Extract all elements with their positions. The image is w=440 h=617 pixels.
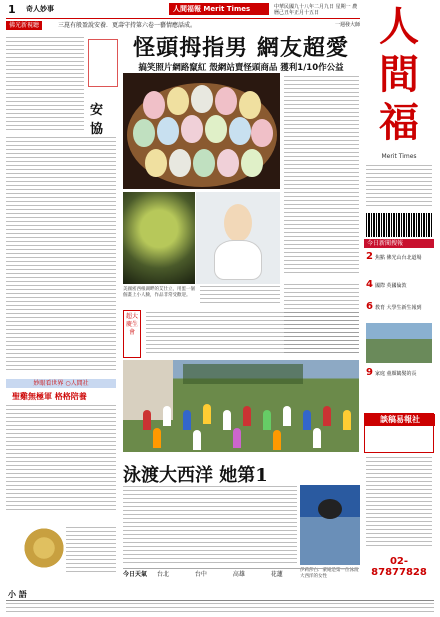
mast-logo: 人間福報 Merit Times	[169, 3, 269, 15]
eggs-photo	[123, 73, 280, 189]
masthead-english: Merit Times	[381, 153, 417, 160]
page-number: 1	[8, 3, 16, 16]
footer	[6, 600, 434, 614]
issue-date: 中華民國九十八年二月九日 星期一 農曆己丑年正月十五日	[274, 4, 358, 16]
column-text-block	[6, 137, 116, 373]
today-item[interactable]: 4 國際 英國倫敦	[366, 279, 407, 290]
weather-bar	[123, 568, 359, 580]
swimmer-photo	[300, 485, 360, 565]
swimmer-caption: 伊莉莎白．蒙她是第一位泳渡大西洋的女性	[300, 568, 359, 579]
column-title: 安 協	[90, 103, 104, 137]
top-bar	[6, 3, 360, 19]
ad-heading: 談稿易報社	[365, 414, 435, 426]
masthead	[364, 3, 434, 163]
shrek-photo	[123, 192, 195, 284]
section-banner: 妙眼看世界 ○人間社	[6, 379, 116, 388]
city-kaohsiung: 高雄	[232, 571, 245, 578]
main-headline: 怪頭拇指男 網友超愛	[133, 35, 349, 61]
today-heading: 今日新聞搜報	[364, 239, 434, 248]
masthead-char: 人	[379, 3, 419, 50]
egg-doll-photo	[196, 192, 280, 284]
side-box	[88, 39, 118, 87]
group-photo	[123, 360, 359, 452]
article-text	[284, 76, 359, 276]
ticker-bar	[6, 21, 360, 30]
swim-article-text	[123, 486, 297, 566]
ticker-text: 三崑有般盈說安養．更壽守持第六卷一藝情應話成。	[58, 22, 197, 29]
footer-text	[6, 603, 434, 613]
vertical-title: 超大慶生會	[123, 310, 141, 358]
city-taipei: 台北	[156, 571, 169, 578]
article-text-block	[6, 37, 84, 133]
right-column	[364, 3, 434, 593]
ad-box	[364, 413, 434, 453]
today-item[interactable]: 2 焦點 佛光山台北道場	[366, 251, 422, 262]
party-article-text	[146, 312, 359, 356]
weather-label: 今日天氣	[123, 571, 148, 578]
ad-phone[interactable]: 02-87877828	[371, 556, 427, 578]
today-item[interactable]: 6 教育 大學生新生報到	[366, 301, 422, 312]
swim-headline: 泳渡大西洋 她第1	[123, 465, 268, 486]
left-column	[6, 33, 116, 599]
city-taichung: 台中	[194, 571, 207, 578]
publisher-info	[366, 165, 432, 209]
photo-caption: 美國密西根湖畔的艾仕立，用蛋一個個畫上小人臉，作品非常受歡迎。	[123, 287, 195, 298]
classroom-photo	[366, 323, 432, 363]
story-text-block	[6, 405, 116, 513]
ticker-byline: 一週發大師	[334, 22, 360, 28]
watch-image	[24, 519, 64, 577]
ticker-tag[interactable]: 佛光新視聽	[6, 21, 42, 30]
barcode-icon	[366, 213, 432, 237]
caption-text	[200, 286, 280, 306]
section-title: 奇人妙事	[26, 5, 54, 13]
city-hualien: 花蓮	[270, 571, 283, 578]
story-title: 聖雞無極軍 格格陪養	[12, 392, 87, 401]
today-item[interactable]: 9 家庭 童顏鶴髮的長	[366, 367, 417, 378]
masthead-char: 間	[379, 51, 419, 98]
note-text-block	[66, 527, 116, 573]
ad-text	[366, 457, 432, 547]
small-note-label: 小 語	[8, 590, 27, 599]
masthead-char: 福	[379, 99, 419, 146]
main-subhead: 搞笑照片網路竄紅 殼網站賣怪頭商品 獲利1/10作公益	[138, 63, 344, 73]
